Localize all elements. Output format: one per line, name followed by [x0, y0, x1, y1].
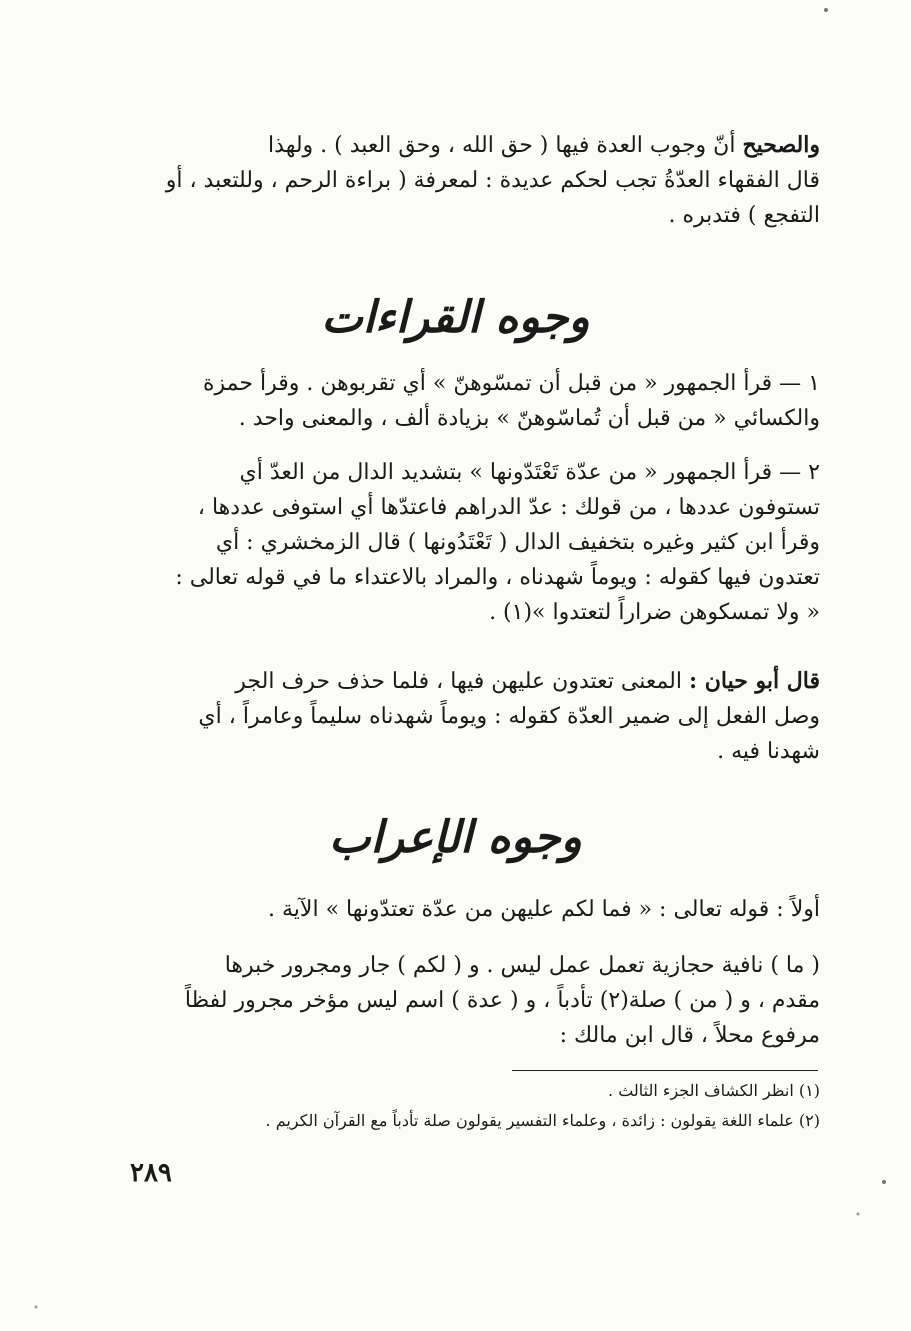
paragraph-line: أولاً : قوله تعالى : « فما لكم عليهن من عدّة تعتدّونها » الآية .	[268, 897, 820, 922]
bold-lead: والصحيح	[742, 132, 820, 158]
paragraph-line: والصحيح أنّ وجوب العدة فيها ( حق الله ، وحق العبد ) . ولهذا	[268, 132, 820, 158]
paragraph-line: تستوفون عددها ، من قولك : عدّ الدراهم فاعتدّها أي استوفى عددها ،	[197, 495, 820, 520]
paragraph-line: شهدنا فيه .	[717, 739, 820, 764]
footnote-2: (٢) علماء اللغة يقولون : زائدة ، وعلماء التفسير يقولون صلة تأدباً مع القرآن الكريم .	[265, 1111, 820, 1130]
paragraph-line: ٢ — قرأ الجمهور « من عدّة تَعْتَدّونها » بتشديد الدال من العدّ أي	[239, 460, 820, 485]
paragraph-line: التفجع ) فتدبره .	[668, 203, 820, 228]
footnote-1: (١) انظر الكشاف الجزء الثالث .	[608, 1081, 820, 1100]
paragraph-line: تعتدون فيها كقوله : ويوماً شهدناه ، والمراد بالاعتداء ما في قوله تعالى :	[175, 565, 820, 590]
paragraph-line: ( ما ) نافية حجازية تعمل عمل ليس . و ( لكم ) جار ومجرور خبرها	[224, 953, 820, 978]
section-heading-grammar: وجوه الإعراب	[329, 812, 582, 863]
paragraph-line: والكسائي « من قبل أن تُماسّوهنّ » بزيادة ألف ، والمعنى واحد .	[238, 406, 820, 431]
paragraph-line: مرفوع محلاً ، قال ابن مالك :	[559, 1023, 820, 1048]
paragraph-line: قال أبو حيان : المعنى تعتدون عليهن فيها ، فلما حذف حرف الجر	[235, 668, 820, 694]
section-heading-readings: وجوه القراءات	[321, 292, 590, 343]
paragraph-line: « ولا تمسكوهن ضراراً لتعتدوا »(١) .	[489, 600, 820, 625]
paragraph-line: ١ — قرأ الجمهور « من قبل أن تمسّوهنّ » أي تقربوهن . وقرأ حمزة	[202, 371, 820, 396]
page-number: ٢٨٩	[130, 1158, 172, 1188]
paragraph-line: مقدم ، و ( من ) صلة(٢) تأدباً ، و ( عدة ) اسم ليس مؤخر مجرور لفظاً	[184, 988, 820, 1013]
paragraph-line: وصل الفعل إلى ضمير العدّة كقوله : ويوماً شهدناه سليماً وعامراً ، أي	[198, 704, 820, 729]
paragraph-line: وقرأ ابن كثير وغيره بتخفيف الدال ( تَعْتَدُونها ) قال الزمخشري : أي	[215, 530, 820, 555]
paragraph-line: قال الفقهاء العدّةُ تجب لحكم عديدة : لمعرفة ( براءة الرحم ، وللتعبد ، أو	[165, 168, 820, 193]
bold-lead: قال أبو حيان :	[688, 668, 820, 694]
